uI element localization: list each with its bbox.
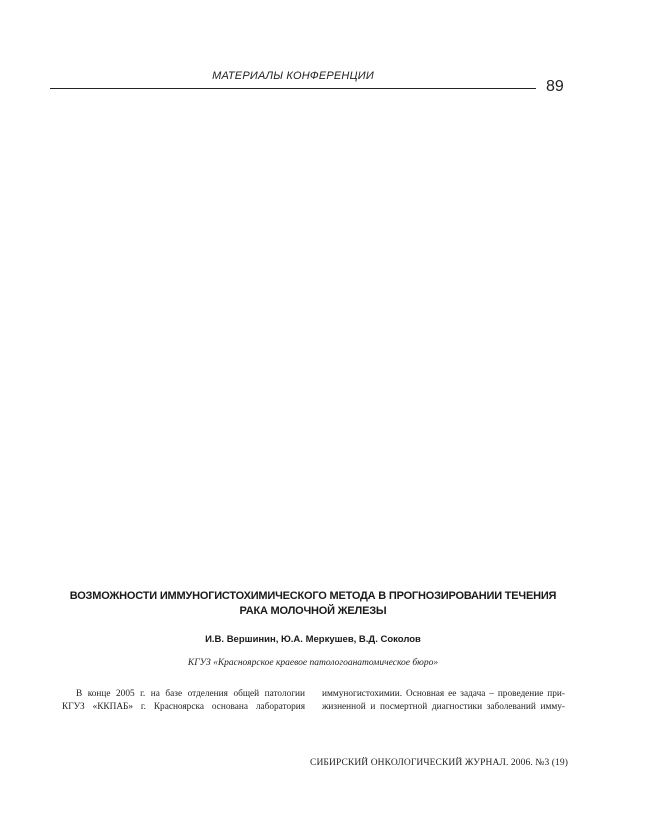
article-title-line-1: ВОЗМОЖНОСТИ ИММУНОГИСТОХИМИЧЕСКОГО МЕТОДА В ПРОГНОЗИРОВАНИИ ТЕЧЕНИЯ (69, 590, 557, 602)
running-title: МАТЕРИАЛЫ КОНФЕРЕНЦИИ (212, 70, 374, 82)
journal-footer: СИБИРСКИЙ ОНКОЛОГИЧЕСКИЙ ЖУРНАЛ. 2006. №3 (19) (310, 758, 568, 768)
page-number: 89 (546, 78, 564, 95)
affiliation: КГУЗ «Красноярское краевое патологоанатомическое бюро» (187, 658, 439, 668)
article-title (40, 589, 586, 619)
article-title-line-2: РАКА МОЛОЧНОЙ ЖЕЛЕЗЫ (239, 605, 387, 617)
header-rule (50, 88, 536, 89)
body-line: жизненной и посмертной диагностики заболеваний имму- (322, 702, 565, 712)
body-column-right (322, 688, 565, 714)
body-line: КГУЗ «ККПАБ» г. Красноярска основана лаборатория (62, 702, 305, 712)
body-column-left (62, 688, 305, 714)
body-line: В конце 2005 г. на базе отделения общей патологии (76, 689, 305, 699)
running-header (50, 70, 536, 92)
body-line: иммуногистохимии. Основная ее задача – проведение при- (322, 689, 565, 699)
authors: И.В. Вершинин, Ю.А. Меркушев, В.Д. Соколов (205, 634, 421, 645)
